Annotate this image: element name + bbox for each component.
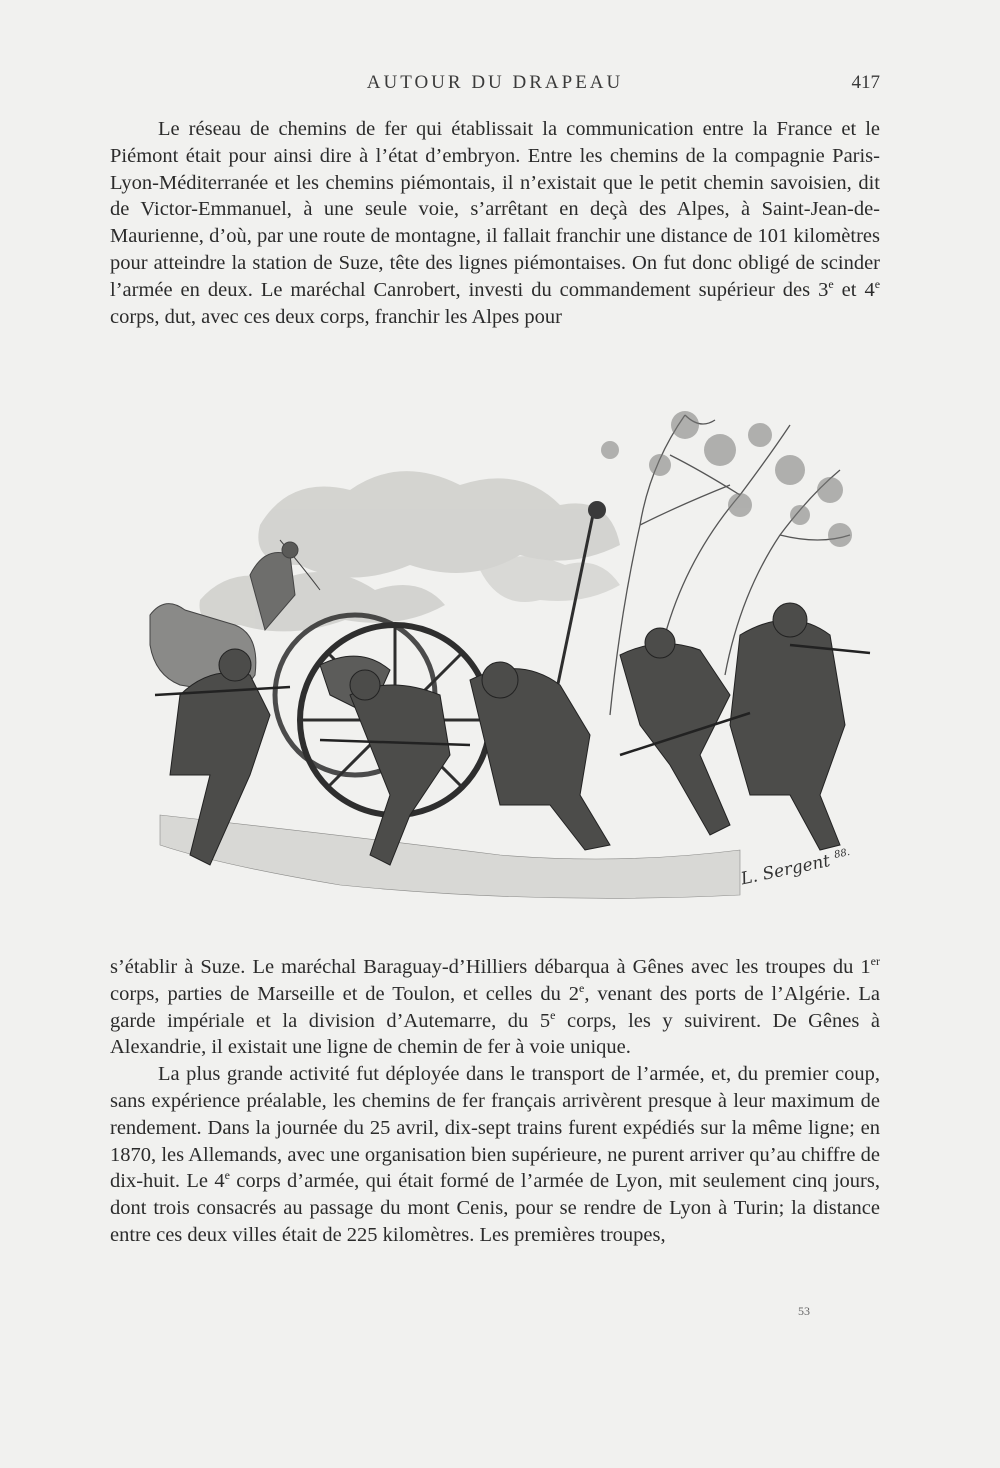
running-title: AUTOUR DU DRAPEAU bbox=[366, 72, 624, 93]
superscript: e bbox=[224, 1168, 230, 1183]
ground-hatching bbox=[160, 815, 740, 898]
text-run: corps, dut, avec ces deux corps, franchir les Alpes pour bbox=[110, 305, 562, 328]
text-block-top bbox=[110, 116, 880, 330]
superscript: e bbox=[550, 1007, 556, 1022]
text-run: corps d’armée, qui était formé de l’armée de Lyon, mit seulement cinq jours, dont trois consacrés au passage du mont Cenis, pour se rendre de Lyon à Turin; la distance entre ces deux villes était de 225 kilomètres. Les premières troupes, bbox=[110, 1170, 880, 1246]
superscript: e bbox=[874, 276, 881, 291]
soldiers bbox=[170, 603, 845, 865]
text-run: 2 bbox=[568, 982, 579, 1005]
text-run: 3 bbox=[818, 278, 829, 301]
superscript: e bbox=[578, 980, 585, 995]
text-run: corps, parties de Marseille et de Toulon, et celles du bbox=[110, 982, 569, 1005]
superscript: e bbox=[828, 276, 834, 291]
text-run: 4 bbox=[864, 278, 875, 301]
paragraph bbox=[110, 954, 880, 1061]
text-run: 4 bbox=[214, 1170, 225, 1193]
tree-foliage bbox=[601, 411, 852, 547]
text-run: La plus grande activité fut déployée dans le transport de l’armée, et, du premier coup, sans expérience préalable, les chemins de fer français arrivèrent presque à leur maximum de rendement. Dans la journée du 25 avril, dix-sept trains furent expédiés sur la même ligne; en 1870, les Allemands, avec une organisation bien supérieure, ne purent arriver qu’au chiffre de dix-huit. Le bbox=[110, 1063, 880, 1193]
text-run: et bbox=[833, 278, 865, 301]
page-header bbox=[110, 72, 880, 102]
text-run: Le réseau de chemins de fer qui établissait la communication entre la France et le Piémont était pour ainsi dire à l’état d’embryon. Entre les chemins de la compagnie Paris-Lyon-Méditerranée et les chemins piémontais, il n’existait que le petit chemin savoisien, dit de Victor-Emmanuel, à une seule voie, s’arrêtant en deçà des Alpes, à Saint-Jean-de-Maurienne, d’où, par une route de montagne, il fallait franchir une distance de 101 kilomètres pour atteindre la station de Suze, tête des lignes piémontaises. On fut donc obligé de scinder l’armée en deux. Le maréchal Canrobert, investi du commandement supérieur des bbox=[110, 118, 880, 301]
folio-signature: 53 bbox=[798, 1304, 810, 1318]
engraving-illustration bbox=[140, 395, 890, 930]
text-run: corps, les y suivirent. De Gênes à Alexandrie, il existait une ligne de chemin de fer à voie unique. bbox=[110, 1009, 880, 1059]
page-number: 417 bbox=[851, 72, 880, 93]
text-run: , venant des ports de l’Algérie. La garde impériale et la division d’Autemarre, du bbox=[110, 982, 880, 1032]
text-run: s’établir à Suze. Le maréchal Baraguay-d’Hilliers débarqua à Gênes avec les troupes du bbox=[110, 956, 861, 978]
text-block-bottom bbox=[110, 954, 880, 1249]
superscript: er bbox=[870, 954, 880, 969]
text-run: 1 bbox=[860, 956, 871, 978]
text-run: 5 bbox=[539, 1009, 551, 1032]
paragraph bbox=[110, 116, 880, 330]
paragraph bbox=[110, 1061, 880, 1249]
signature-text: L. Sergent bbox=[739, 851, 832, 890]
signature-year: 88. bbox=[833, 846, 852, 861]
